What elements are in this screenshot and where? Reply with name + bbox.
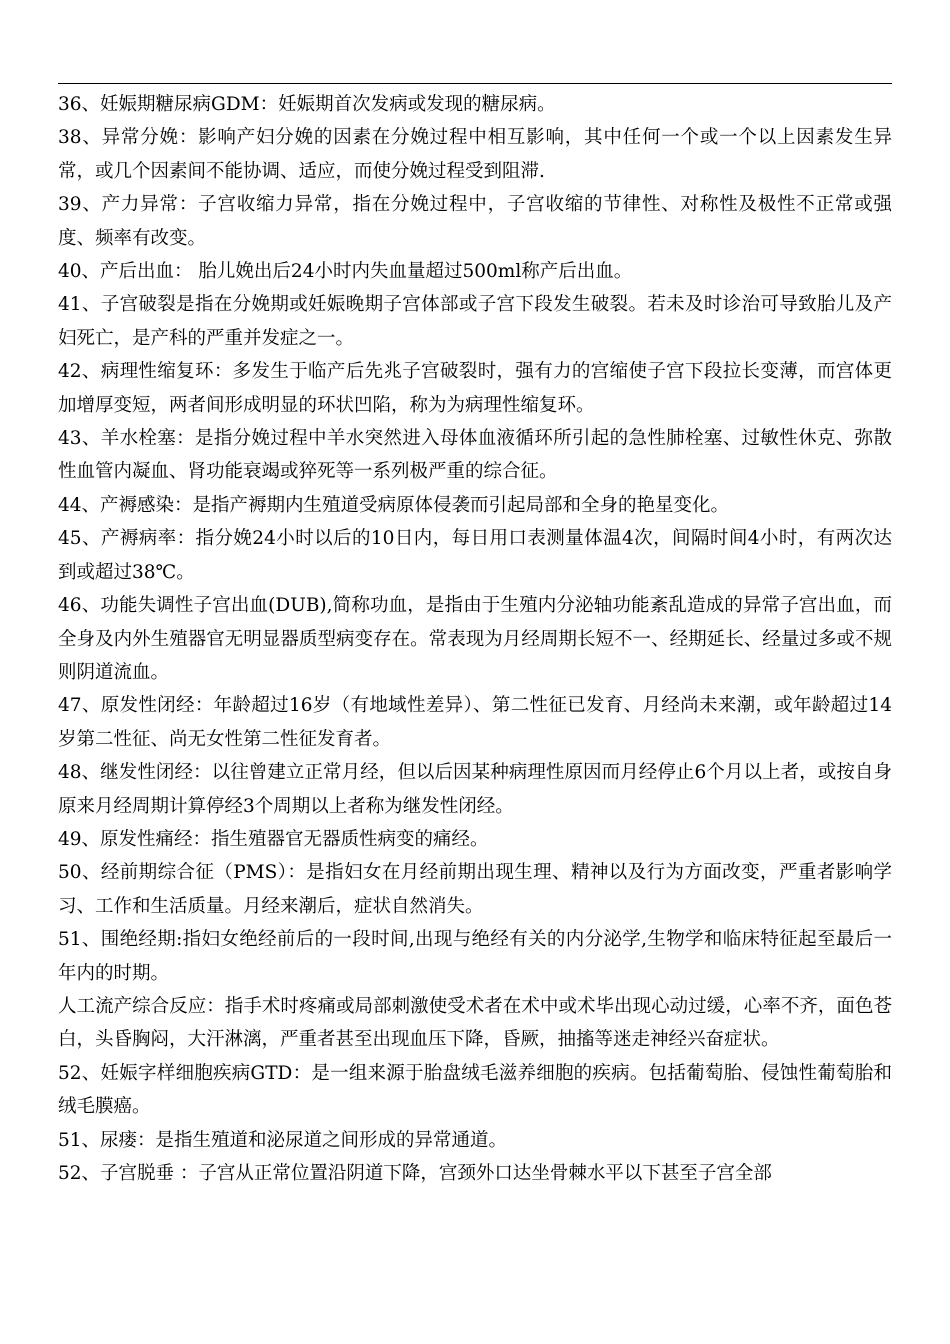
paragraph-primary-dysmenorrhea: 49、原发性痛经：指生殖器官无器质性病变的痛经。 [58, 828, 489, 850]
paragraph-urinary-fistula: 51、尿瘘：是指生殖道和泌尿道之间形成的异常通道。 [58, 1129, 508, 1151]
paragraph-uterine-rupture: 41、子宫破裂是指在分娩期或妊娠晚期子宫体部或子宫下段发生破裂。若未及时诊治可导致胎儿及产妇死亡，是产科的严重并发症之一。 [58, 294, 892, 349]
paragraph-amniotic-embolism: 43、羊水栓塞：是指分娩过程中羊水突然进入母体血液循环所引起的急性肺栓塞、过敏性休克、弥散性血管内凝血、肾功能衰竭或猝死等一系列极严重的综合征。 [58, 428, 892, 483]
paragraph-pms: 50、经前期综合征（PMS）：是指妇女在月经前期出现生理、精神以及行为方面改变，严重者影响学习、工作和生活质量。月经来潮后，症状自然消失。 [58, 862, 892, 917]
paragraph-dub: 46、功能失调性子宫出血(DUB),简称功血，是指由于生殖内分泌轴功能紊乱造成的异常子宫出血，而全身及内外生殖器官无明显器质型病变存在。常表现为月经周期长短不一、经期延长、经量过多或不规则阴道流血。 [58, 595, 892, 683]
paragraph-abortion-syndrome: 人工流产综合反应：指手术时疼痛或局部刺激使受术者在术中或术毕出现心动过缓，心率不齐，面色苍白，头昏胸闷，大汗淋漓，严重者甚至出现血压下降，昏厥，抽搐等迷走神经兴奋症状。 [58, 995, 892, 1051]
paragraph-abnormal-labor: 38、异常分娩：影响产妇分娩的因素在分娩过程中相互影响，其中任何一个或一个以上因素发生异常，或几个因素间不能协调、适应，而使分娩过程受到阻滞. [58, 127, 892, 182]
paragraph-gdm: 36、妊娠期糖尿病GDM：妊娠期首次发病或发现的糖尿病。 [58, 94, 556, 115]
paragraph-puerperal-morbidity: 45、产褥病率：指分娩24小时以后的10日内，每日用口表测量体温4次，间隔时间4小时，有两次达到或超过38℃。 [58, 528, 892, 583]
paragraph-pathological-retraction-ring: 42、病理性缩复环：多发生于临产后先兆子宫破裂时，强有力的宫缩使子宫下段拉长变薄，而宫体更加增厚变短，两者间形成明显的环状凹陷，称为为病理性缩复环。 [58, 361, 892, 416]
document-body [58, 88, 892, 1190]
paragraph-perimenopause: 51、围绝经期:指妇女绝经前后的一段时间,出现与绝经有关的内分泌学,生物学和临床特征起至最后一年内的时期。 [58, 929, 892, 984]
header-rule [58, 83, 892, 84]
paragraph-gtd: 52、妊娠字样细胞疾病GTD：是一组来源于胎盘绒毛滋养细胞的疾病。包括葡萄胎、侵蚀性葡萄胎和绒毛膜癌。 [58, 1062, 892, 1118]
paragraph-secondary-amenorrhea: 48、继发性闭经：以往曾建立正常月经，但以后因某种病理性原因而月经停止6个月以上者，或按自身原来月经周期计算停经3个周期以上者称为继发性闭经。 [58, 762, 892, 817]
paragraph-postpartum-hemorrhage: 40、产后出血： 胎儿娩出后24小时内失血量超过500ml称产后出血。 [58, 261, 633, 283]
paragraph-uterine-prolapse: 52、子宫脱垂 ：子宫从正常位置沿阴道下降，宫颈外口达坐骨棘水平以下甚至子宫全部 [58, 1163, 772, 1184]
paragraph-puerperal-infection: 44、产褥感染：是指产褥期内生殖道受病原体侵袭而引起局部和全身的艳星变化。 [58, 494, 730, 516]
paragraph-primary-amenorrhea: 47、原发性闭经：年龄超过16岁（有地域性差异）、第二性征已发育、月经尚未来潮，或年龄超过14岁第二性征、尚无女性第二性征发育者。 [58, 695, 892, 750]
paragraph-uterine-contraction-abnormality: 39、产力异常：子宫收缩力异常，指在分娩过程中，子宫收缩的节律性、对称性及极性不正常或强度、频率有改变。 [58, 194, 892, 249]
